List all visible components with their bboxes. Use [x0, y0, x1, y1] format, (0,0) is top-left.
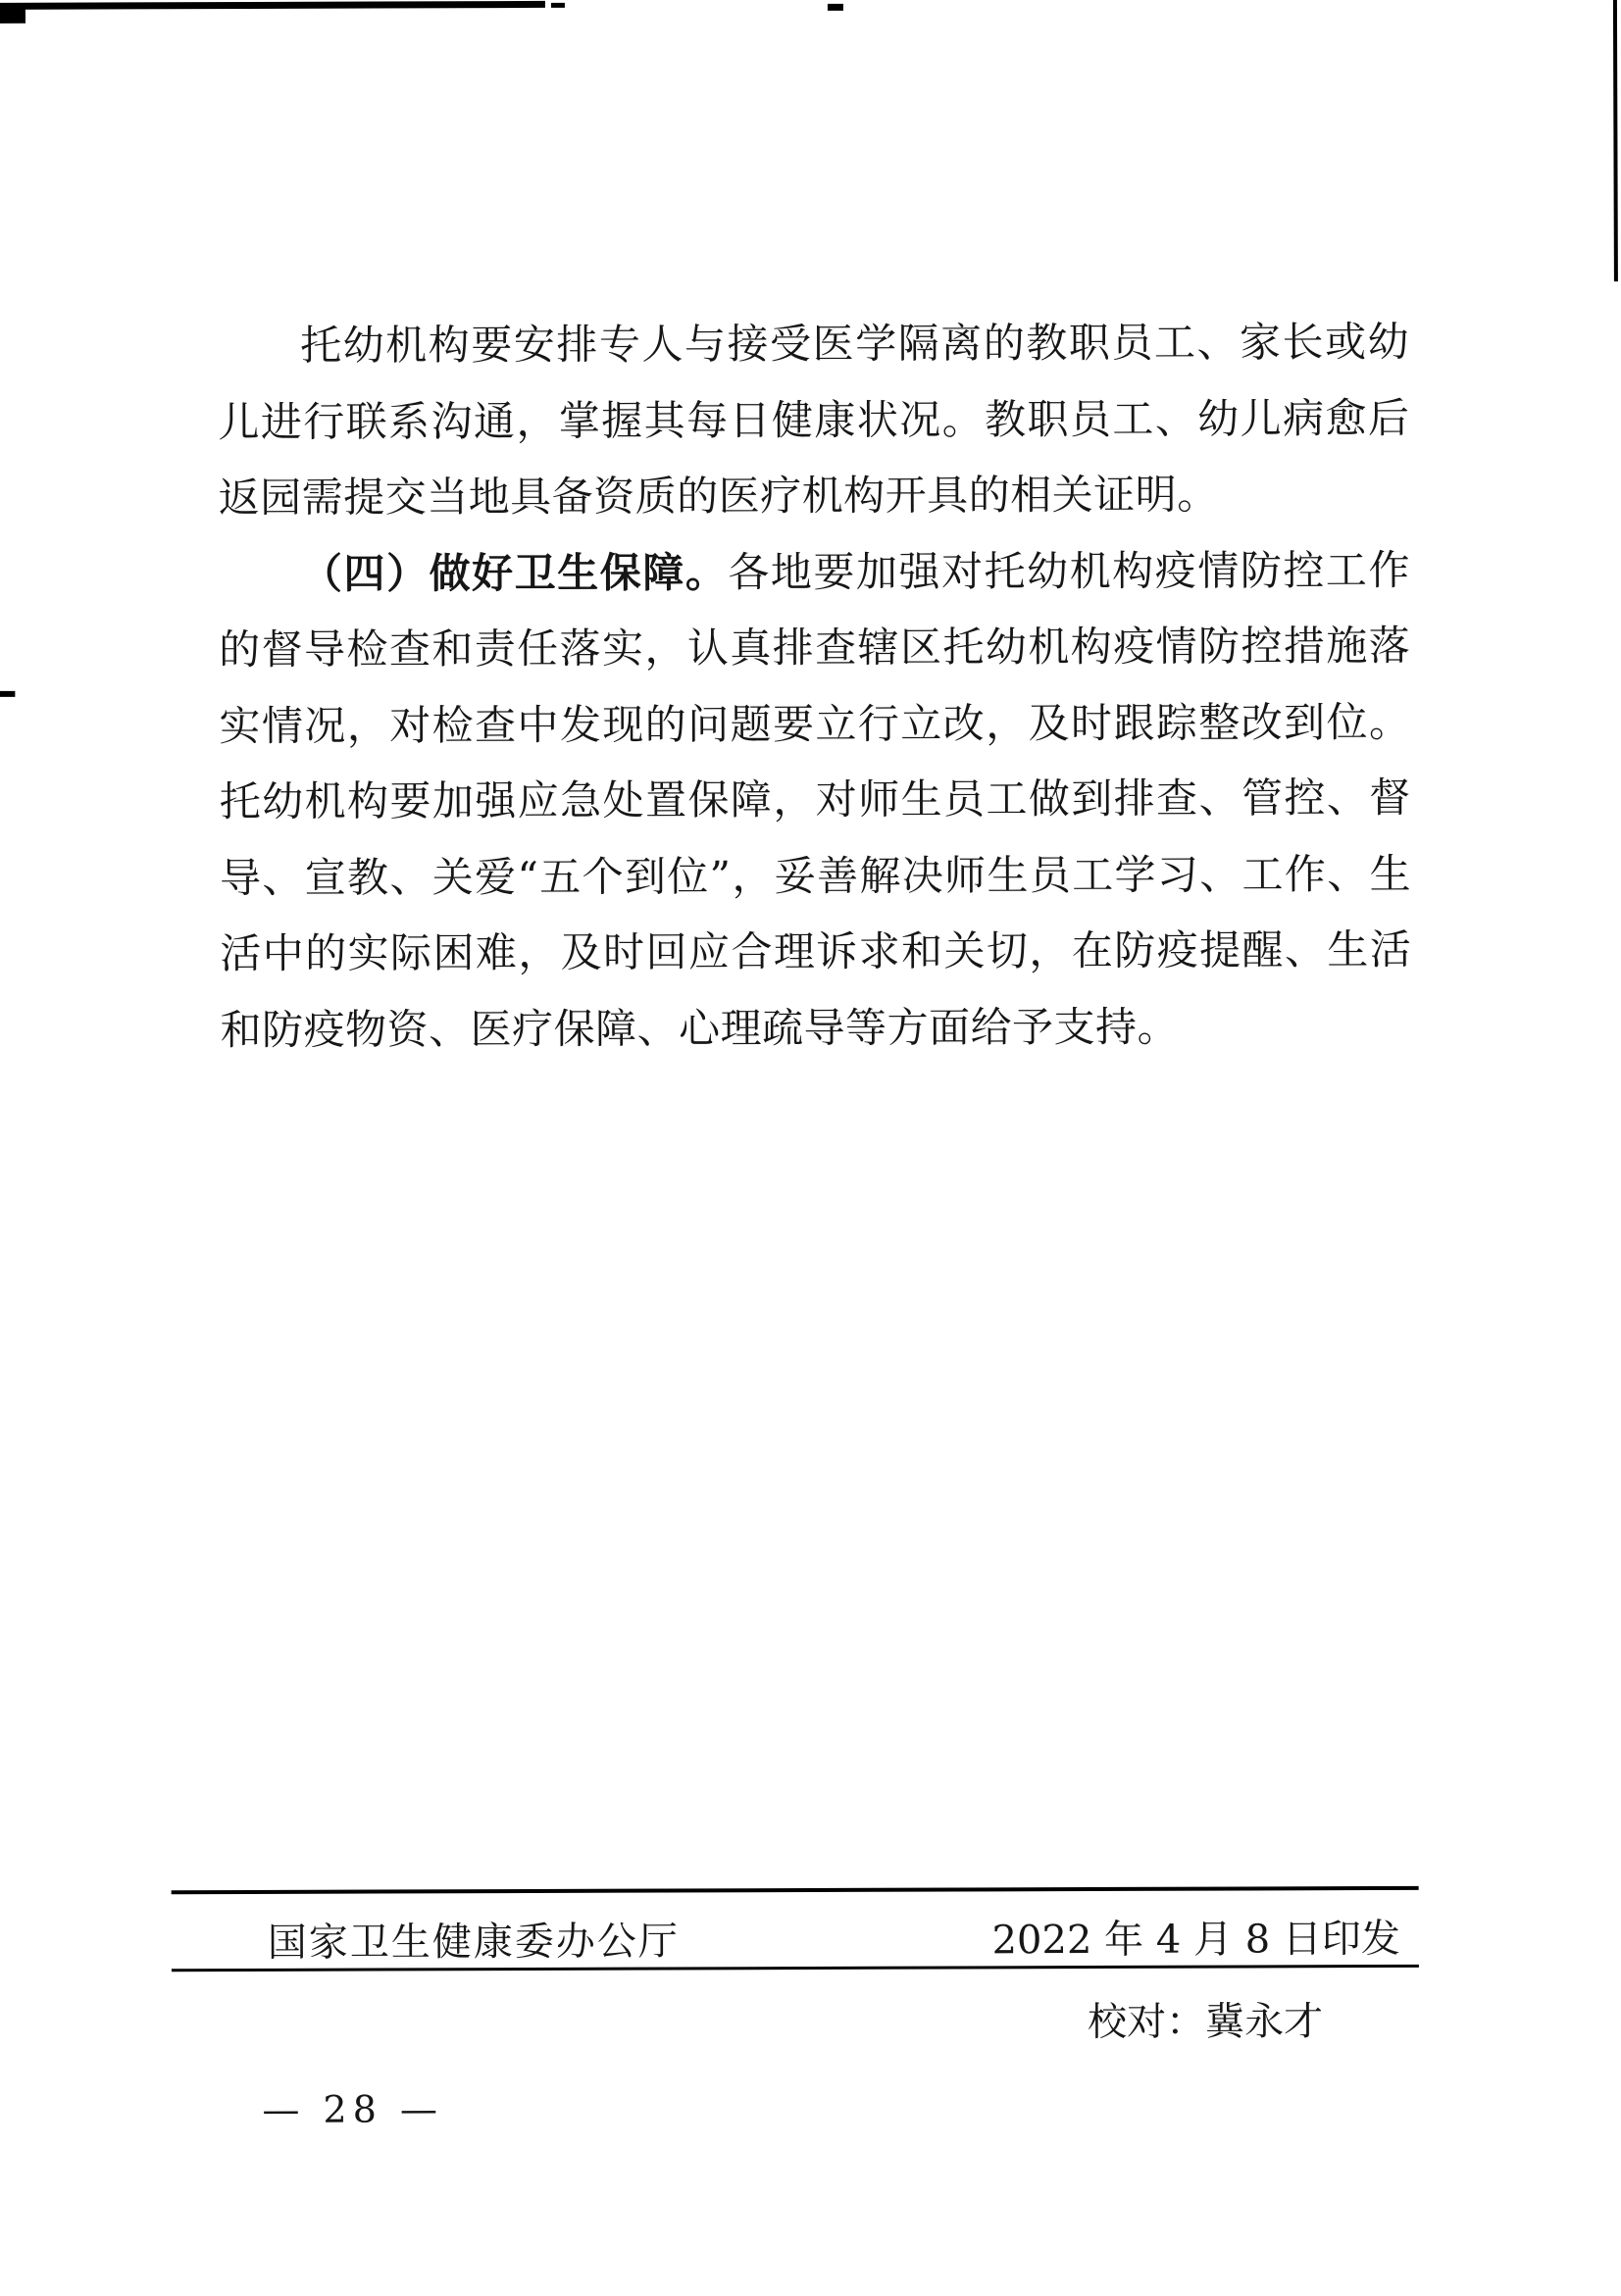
footer-proofreader: 校对：冀永才 — [1088, 1999, 1324, 2046]
footer-issuer: 国家卫生健康委办公厅 — [267, 1919, 680, 1966]
body-paragraph-1 — [218, 304, 1410, 536]
page-number: — 28 — — [262, 2087, 444, 2131]
scan-artifact-top-blob — [0, 8, 25, 24]
paragraph-text: 各地要加强对托幼机构疫情防控工作的督导检查和责任落实，认真排查辖区托幼机构疫情防控措施落实情况，对检查中发现的问题要立行立改，及时跟踪整改到位。托幼机构要加强应急处置保障，对师生员工做到排查、管控、督导、宣教、关爱“五个到位”，妥善解决师生员工学习、工作、生活中的实际困难，及时回应合理诉求和关切，在防疫提醒、生活和防疫物资、医疗保障、心理疏导等方面给予支持。 — [219, 545, 1412, 1054]
scan-artifact-left-mark — [0, 691, 15, 697]
scan-artifact-speck — [828, 4, 843, 11]
footer-print-date: 2022 年 4 月 8 日印发 — [991, 1916, 1400, 1964]
scan-artifact-top-bar — [0, 1, 545, 10]
body-paragraph-2 — [219, 531, 1412, 1068]
section-heading: （四）做好卫生保障。 — [300, 547, 729, 598]
paragraph-text: 托幼机构要安排专人与接受医学隔离的教职员工、家长或幼儿进行联系沟通，掌握其每日健康状况。教职员工、幼儿病愈后返园需提交当地具备资质的医疗机构开具的相关证明。 — [218, 317, 1410, 523]
scan-artifact-right-edge — [1613, 0, 1618, 281]
footer-rule-top — [172, 1886, 1419, 1894]
scan-artifact-speck — [551, 3, 565, 8]
document-body — [218, 304, 1412, 1068]
